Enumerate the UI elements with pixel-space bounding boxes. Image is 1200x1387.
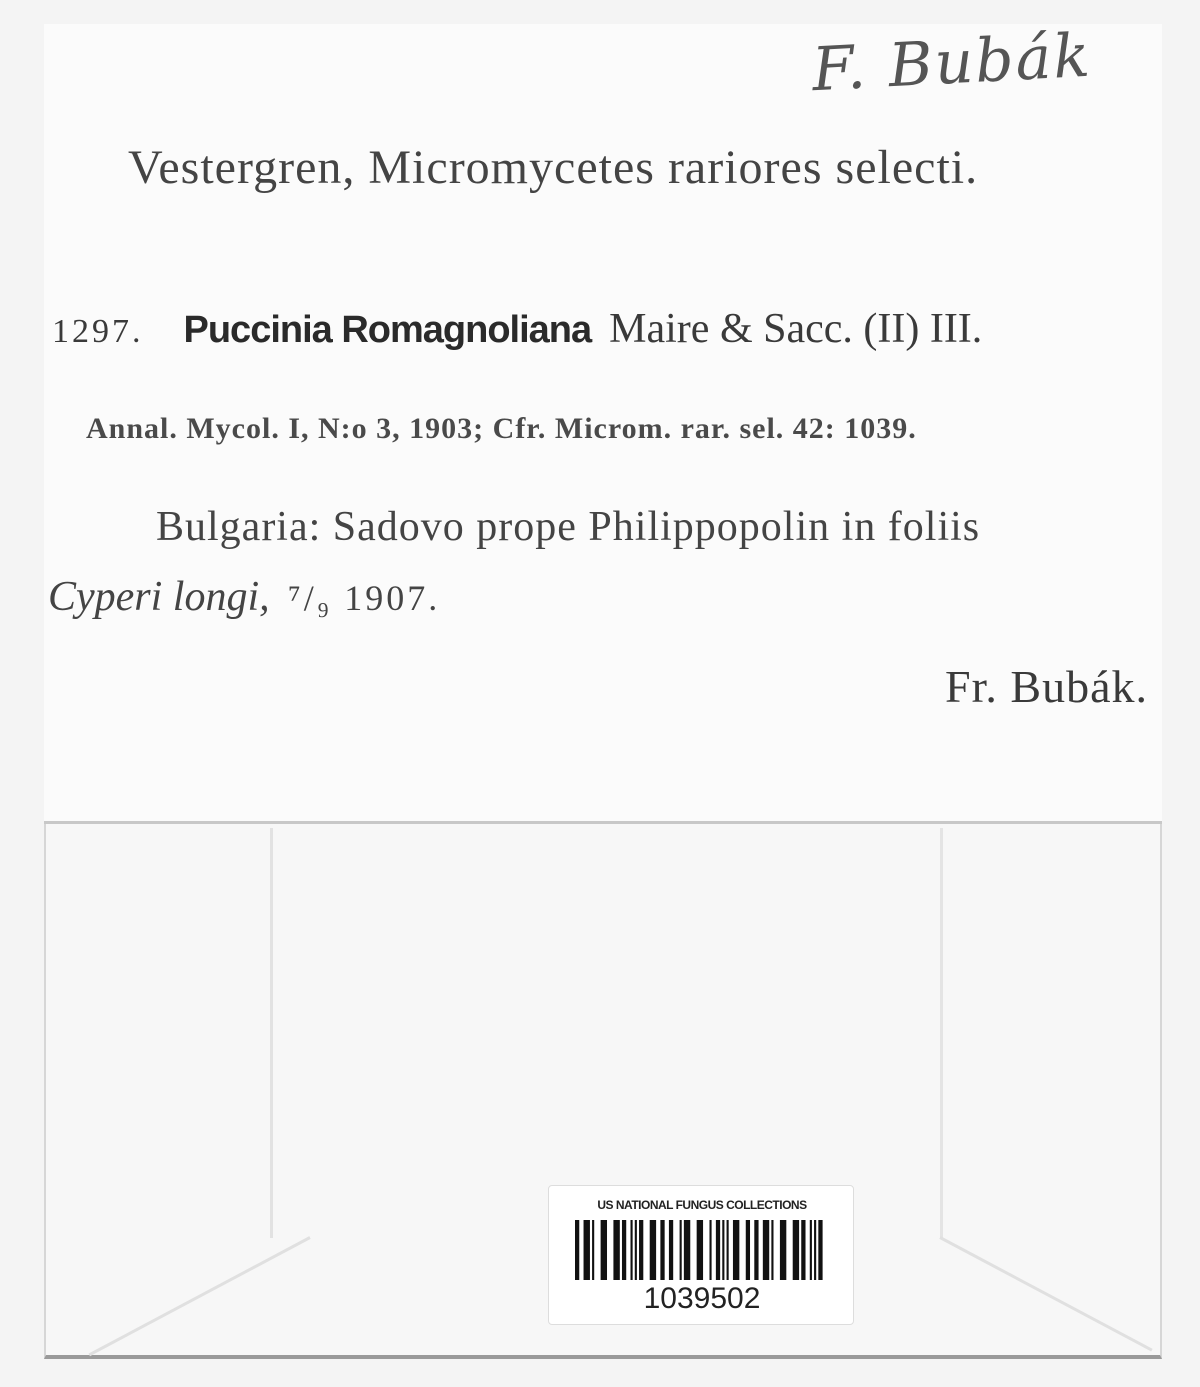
host-date-line: [48, 573, 440, 621]
barcode-sticker: [548, 1185, 854, 1325]
barcode-bar: [684, 1220, 690, 1280]
literature-reference: Annal. Mycol. I, N:o 3, 1903; Cfr. Microm. rar. sel. 42: 1039.: [86, 412, 917, 445]
species-line: [52, 305, 982, 353]
barcode-bar: [650, 1220, 656, 1280]
exsiccata-number: 1297.: [52, 313, 144, 350]
host-name: Cyperi longi,: [48, 574, 270, 620]
barcode-bar: [631, 1220, 633, 1280]
barcode-bar: [733, 1220, 739, 1280]
barcode-number: 1039502: [643, 1282, 761, 1315]
barcode-bar: [697, 1220, 703, 1280]
barcode-bar: [669, 1220, 673, 1280]
barcode-bar: [639, 1220, 643, 1280]
barcode-bar: [746, 1220, 750, 1280]
locality-line: Bulgaria: Sadovo prope Philippopolin in foliis: [156, 504, 981, 550]
envelope-fold-left: [270, 828, 273, 1238]
barcode-bar: [814, 1220, 816, 1280]
barcode-bar: [754, 1220, 758, 1280]
barcode-bar: [810, 1220, 812, 1280]
barcode-bar: [601, 1220, 607, 1280]
barcode-icon: [575, 1220, 829, 1280]
barcode-bar: [622, 1220, 626, 1280]
handwritten-signature: F. Bubák: [810, 20, 1094, 106]
barcode-bar: [801, 1220, 805, 1280]
series-title: Vestergren, Micromycetes rariores selecti.: [128, 141, 979, 194]
barcode-bar: [771, 1220, 773, 1280]
barcode-bar: [763, 1220, 769, 1280]
barcode-bar: [660, 1220, 664, 1280]
envelope-fold-right: [940, 828, 943, 1238]
barcode-bar: [575, 1220, 579, 1280]
barcode-bar: [584, 1220, 590, 1280]
barcode-bar: [722, 1220, 724, 1280]
species-name: Puccinia Romagnoliana: [183, 309, 592, 351]
barcode-bar: [793, 1220, 799, 1280]
collection-date: ⁷/₉ 1907.: [288, 578, 441, 618]
barcode-bar: [613, 1220, 619, 1280]
barcode-bar: [680, 1220, 682, 1280]
barcode-bar: [592, 1220, 594, 1280]
barcode-bar: [716, 1220, 720, 1280]
barcode-bar: [727, 1220, 729, 1280]
barcode-bar: [635, 1220, 637, 1280]
barcode-header: US NATIONAL FUNGUS COLLECTIONS: [597, 1198, 807, 1212]
barcode-bar: [780, 1220, 786, 1280]
barcode-bar: [709, 1220, 711, 1280]
collector-name: Fr. Bubák.: [945, 661, 1148, 712]
species-authority: Maire & Sacc. (II) III.: [609, 306, 983, 352]
barcode-bar: [818, 1220, 822, 1280]
